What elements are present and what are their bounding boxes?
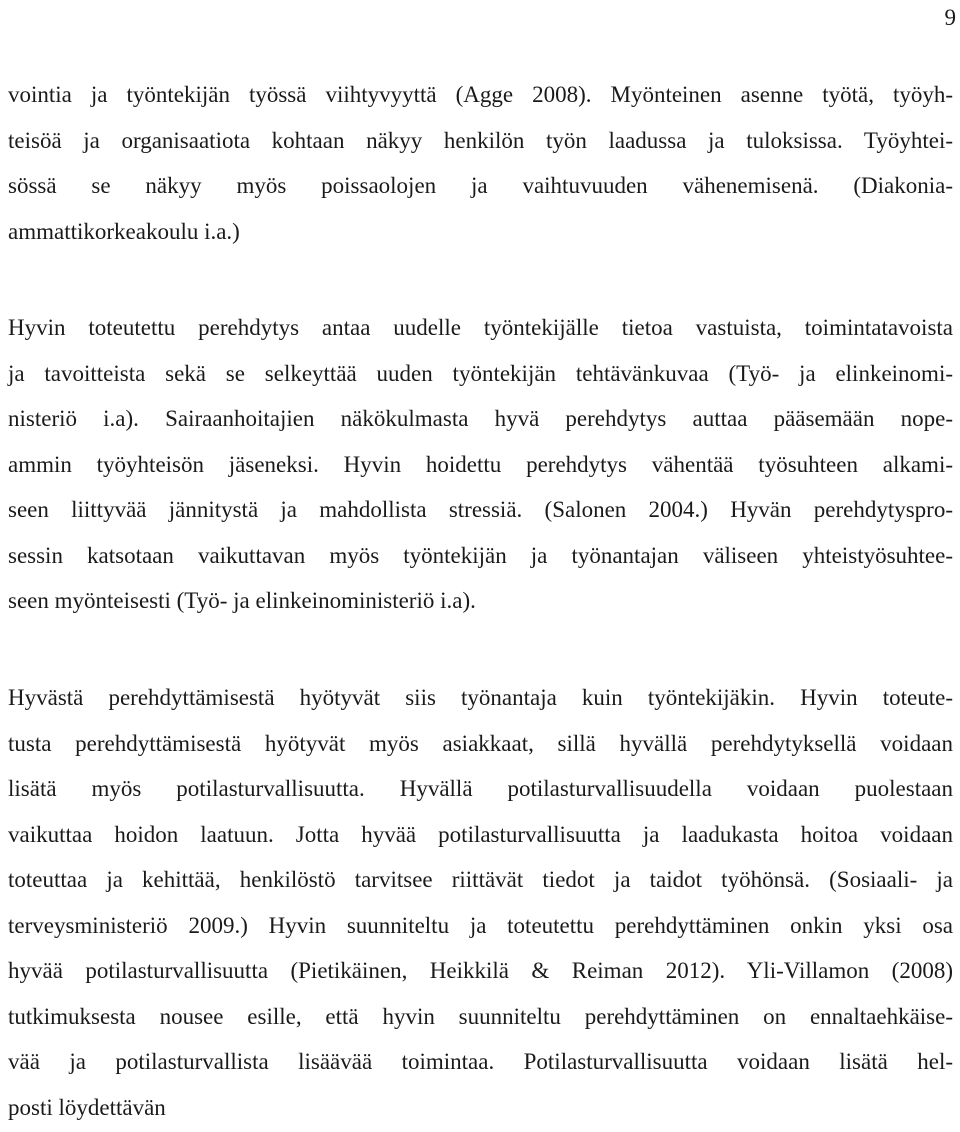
text-line: teisöä ja organisaatiota kohtaan näkyy henkilön työn laadussa ja tuloksissa. Työyhtei-: [8, 127, 953, 153]
paragraph: [8, 72, 953, 254]
text-line: sessin katsotaan vaikuttavan myös työntekijän ja työnantajan väliseen yhteistyösuhtee-: [8, 542, 953, 568]
text-line: terveysministeriö 2009.) Hyvin suunniteltu ja toteutettu perehdyttäminen onkin yksi osa: [8, 912, 953, 938]
text-line: ja tavoitteista sekä se selkeyttää uuden työntekijän tehtävänkuvaa (Työ- ja elinkeinomi-: [8, 360, 953, 386]
text-line: seen myönteisesti (Työ- ja elinkeinoministeriö i.a).: [8, 588, 476, 613]
text-line: vointia ja työntekijän työssä viihtyvyyttä (Agge 2008). Myönteinen asenne työtä, työyh-: [8, 82, 953, 107]
text-line: ammattikorkeakoulu i.a.): [8, 218, 240, 244]
text-line: nisteriö i.a). Sairaanhoitajien näkökulmasta hyvä perehdytys auttaa pääsemään nope-: [8, 406, 953, 431]
text-line: lisätä myös potilasturvallisuutta. Hyvällä potilasturvallisuudella voidaan puolestaan: [8, 776, 953, 801]
text-line: toteuttaa ja kehittää, henkilöstö tarvitsee riittävät tiedot ja taidot työhönsä. (Sosiaali- ja: [8, 867, 953, 892]
text-line: seen liittyvää jännitystä ja mahdollista stressiä. (Salonen 2004.) Hyvän perehdytyspro-: [8, 497, 953, 522]
text-line: ammin työyhteisön jäseneksi. Hyvin hoidettu perehdytys vähentää työsuhteen alkami-: [8, 451, 953, 477]
text-line: hyvää potilasturvallisuutta (Pietikäinen, Heikkilä & Reiman 2012). Yli-Villamon (2008): [8, 958, 953, 983]
text-line: tutkimuksesta nousee esille, että hyvin suunniteltu perehdyttäminen on ennaltaehkäise-: [8, 1003, 953, 1029]
paragraph: [8, 305, 953, 624]
text-line: vaikuttaa hoidon laatuun. Jotta hyvää potilasturvallisuutta ja laadukasta hoitoa voidaan: [8, 821, 953, 847]
page-number: 9: [944, 5, 956, 30]
text-line: Hyvästä perehdyttämisestä hyötyvät siis työnantaja kuin työntekijäkin. Hyvin toteute-: [8, 685, 953, 710]
text-line: sössä se näkyy myös poissaolojen ja vaihtuvuuden vähenemisenä. (Diakonia-: [8, 173, 953, 198]
text-line: Hyvin toteutettu perehdytys antaa uudelle työntekijälle tietoa vastuista, toimintatavoista: [8, 315, 953, 340]
text-line: tusta perehdyttämisestä hyötyvät myös asiakkaat, sillä hyvällä perehdytyksellä voidaan: [8, 730, 953, 756]
text-line: posti löydettävän: [8, 1094, 166, 1120]
text-line: vää ja potilasturvallista lisäävää toimintaa. Potilasturvallisuutta voidaan lisätä hel-: [8, 1049, 953, 1074]
paragraph: [8, 675, 953, 1130]
